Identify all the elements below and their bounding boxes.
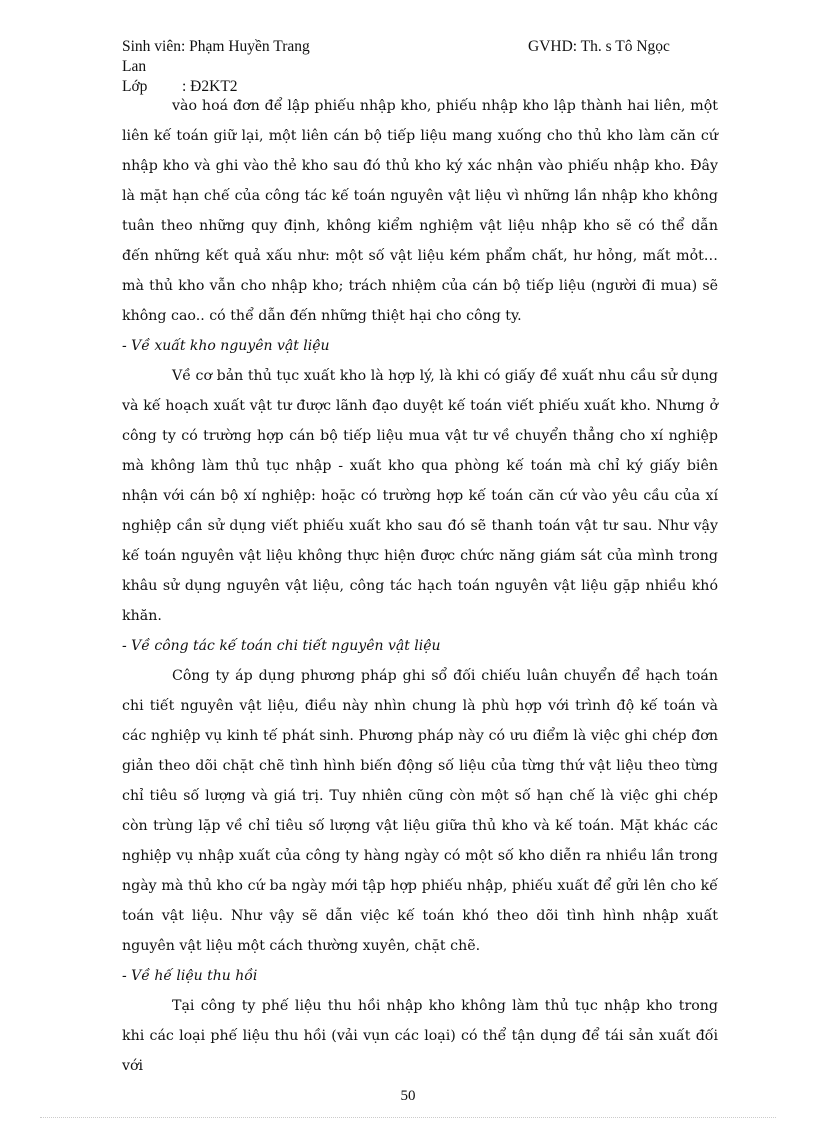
page-number: 50 <box>400 1088 416 1104</box>
section-heading-detail-accounting: - Về công tác kế toán chi tiết nguyên vật liệu <box>122 638 441 654</box>
footer-divider <box>40 1117 776 1118</box>
document-body <box>122 91 718 1081</box>
class-value: : Đ2KT2 <box>182 78 238 95</box>
paragraph-1: vào hoá đơn để lập phiếu nhập kho, phiếu nhập kho lập thành hai liên, một liên kế toán giữ lại, một liên cán bộ tiếp liệu mang xuống cho thủ kho làm căn cứ nhập kho và ghi vào thẻ kho sau đó thủ kho ký xác nhận vào phiếu nhập kho. Đây là mặt hạn chế của công tác kế toán nguyên vật liệu vì những lần nhập kho không tuân theo những quy định, không kiểm nghiệm vật liệu nhập kho sẽ có thể dẫn đến những kết quả xấu như: một số vật liệu kém phẩm chất, hư hỏng, mất mỏt… mà thủ kho vẫn cho nhập kho; trách nhiệm của cán bộ tiếp liệu (người đi mua) sẽ không cao.. có thể dẫn đến những thiệt hại cho công ty. <box>122 98 718 324</box>
page-header <box>122 37 722 97</box>
paragraph-2: Về cơ bản thủ tục xuất kho là hợp lý, là khi có giấy đề xuất nhu cầu sử dụng và kế hoạch xuất vật tư được lãnh đạo duyệt kế toán viết phiếu xuất kho. Nhưng ở công ty có trường hợp cán bộ tiếp liệu mua vật tư về chuyển thẳng cho xí nghiệp mà không làm thủ tục nhập - xuất kho qua phòng kế toán mà chỉ ký giấy biên nhận với cán bộ xí nghiệp: hoặc có trường hợp kế toán căn cứ vào yêu cầu của xí nghiệp cần sử dụng viết phiếu xuất kho sau đó sẽ thanh toán vật tư sau. Như vậy kế toán nguyên vật liệu không thực hiện được chức năng giám sát của mình trong khâu sử dụng nguyên vật liệu, công tác hạch toán nguyên vật liệu gặp nhiều khó khăn. <box>122 368 718 624</box>
section-heading-export: - Về xuất kho nguyên vật liệu <box>122 338 330 354</box>
advisor-name: GVHD: Th. s Tô Ngọc <box>528 38 670 55</box>
advisor-name-continued: Lan <box>122 58 147 75</box>
student-name: Sinh viên: Phạm Huyền Trang <box>122 38 310 55</box>
paragraph-4: Tại công ty phế liệu thu hồi nhập kho không làm thủ tục nhập kho trong khi các loại phế liệu thu hồi (vải vụn các loại) có thể tận dụng để tái sản xuất đối với <box>122 998 718 1074</box>
section-heading-scrap: - Về hế liệu thu hồi <box>122 968 258 984</box>
class-label: Lớp <box>122 78 148 95</box>
header-row-1 <box>122 37 722 57</box>
header-row-2 <box>122 57 722 77</box>
paragraph-3: Công ty áp dụng phương pháp ghi sổ đối chiếu luân chuyển để hạch toán chi tiết nguyên vật liệu, điều này nhìn chung là phù hợp với trình độ kế toán và các nghiệp vụ kinh tế phát sinh. Phương pháp này có ưu điểm là việc ghi chép đơn giản theo dõi chặt chẽ tình hình biến động số liệu của từng thứ vật liệu theo từng chỉ tiêu số lượng và giá trị. Tuy nhiên cũng còn một số hạn chế là việc ghi chép còn trùng lặp về chỉ tiêu số lượng vật liệu giữa thủ kho và kế toán. Mặt khác các nghiệp vụ nhập xuất của công ty hàng ngày có một số kho diễn ra nhiều lần trong ngày mà thủ kho cứ ba ngày mới tập hợp phiếu nhập, phiếu xuất để gửi lên cho kế toán vật liệu. Như vậy sẽ dẫn việc kế toán khó theo dõi tình hình nhập xuất nguyên vật liệu một cách thường xuyên, chặt chẽ. <box>122 668 718 954</box>
